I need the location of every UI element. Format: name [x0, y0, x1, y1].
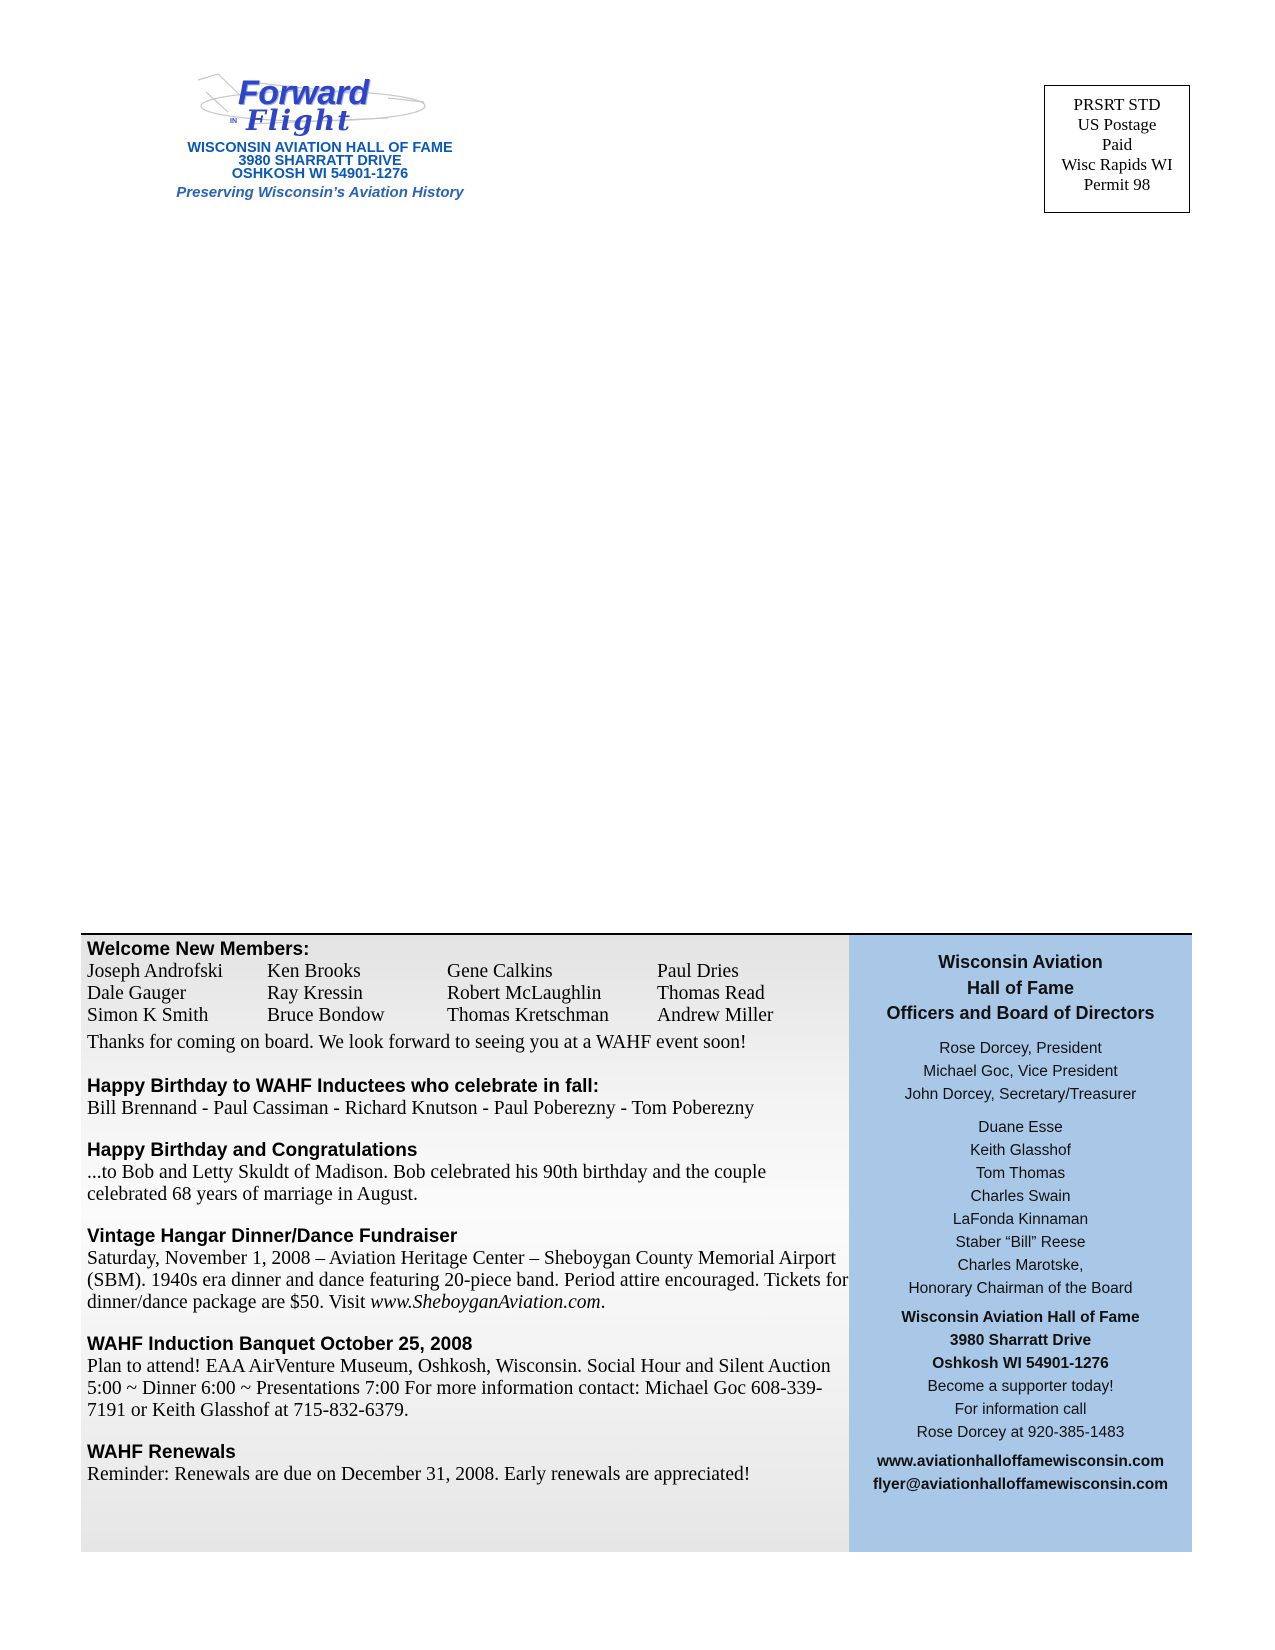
- member-name: Gene Calkins: [447, 961, 553, 982]
- support-line: Become a supporter today!: [927, 1377, 1114, 1395]
- address-line: Wisconsin Aviation Hall of Fame: [901, 1308, 1140, 1326]
- member-name: Andrew Miller: [657, 1005, 774, 1026]
- support-line: For information call: [954, 1400, 1087, 1418]
- punctuation: .: [600, 1292, 606, 1313]
- section-body: Plan to attend! EAA AirVenture Museum, Oshkosh, Wisconsin. Social Hour and Silent Auction 5:00 ~ Dinner 6:00 ~ Presentations 7:00 For more information contact: Michael Goc 608-339-7191 or Keith Glasshof at 715-832-6379.: [87, 1356, 831, 1421]
- board-title: Officers and Board of Directors: [886, 1003, 1155, 1023]
- member-name: Ray Kressin: [267, 983, 363, 1004]
- org-city: OSHKOSH WI 54901-1276: [231, 166, 409, 182]
- director: Charles Marotske,: [957, 1256, 1084, 1274]
- officer: Michael Goc, Vice President: [923, 1062, 1118, 1080]
- director: Keith Glasshof: [970, 1141, 1071, 1159]
- board-sidebar: [849, 935, 1192, 1552]
- section-body: Reminder: Renewals are due on December 31, 2008. Early renewals are appreciated!: [87, 1464, 751, 1485]
- fundraiser-section: [87, 1226, 849, 1314]
- member-name: Dale Gauger: [87, 983, 187, 1004]
- member-name: Bruce Bondow: [267, 1005, 385, 1026]
- welcome-heading: Welcome New Members:: [87, 939, 310, 960]
- section-body: ...to Bob and Letty Skuldt of Madison. Bob celebrated his 90th birthday and the couple celebrated 68 years of marriage in August.: [87, 1162, 767, 1205]
- member-name: Robert McLaughlin: [447, 983, 602, 1004]
- section-heading: Happy Birthday to WAHF Inductees who celebrate in fall:: [87, 1076, 600, 1097]
- officer: Rose Dorcey, President: [939, 1039, 1102, 1057]
- email-link[interactable]: flyer@aviationhalloffamewisconsin.com: [872, 1475, 1169, 1493]
- congratulations-section: [87, 1140, 849, 1206]
- director: Duane Esse: [978, 1118, 1063, 1136]
- board-title: Hall of Fame: [966, 977, 1075, 998]
- member-name: Thomas Kretschman: [447, 1005, 609, 1026]
- section-heading: WAHF Induction Banquet October 25, 2008: [87, 1334, 473, 1355]
- member-name: Paul Dries: [657, 961, 739, 982]
- director: Staber “Bill” Reese: [955, 1233, 1086, 1251]
- org-address: [150, 142, 490, 181]
- renewals-section: [87, 1442, 849, 1486]
- tagline: Preserving Wisconsin’s Aviation History: [176, 184, 464, 201]
- logo-word-forward: Forward: [238, 74, 369, 112]
- member-name: Simon K Smith: [87, 1005, 209, 1026]
- officer: John Dorcey, Secretary/Treasurer: [904, 1085, 1137, 1103]
- section-heading: WAHF Renewals: [87, 1442, 236, 1463]
- logo-word-flight: Flight: [246, 104, 353, 137]
- board-title: Wisconsin Aviation: [938, 952, 1103, 972]
- section-body: [87, 1248, 849, 1314]
- welcome-thanks: Thanks for coming on board. We look forward to seeing you at a WAHF event soon!: [87, 1032, 747, 1053]
- director: Tom Thomas: [975, 1164, 1066, 1182]
- fundraiser-text: Saturday, November 1, 2008 – Aviation Heritage Center – Sheboygan County Memorial Airport (SBM). 1940s era dinner and dance featuring 20-piece band. Period attire encouraged. Tickets for dinner/dance package are $50. Visit: [87, 1248, 849, 1313]
- postage-line: Permit 98: [1083, 175, 1151, 194]
- address-line: Oshkosh WI 54901-1276: [932, 1354, 1109, 1372]
- sheboygan-aviation-link[interactable]: www.SheboyganAviation.com: [370, 1292, 601, 1313]
- org-street: 3980 SHARRATT DRIVE: [238, 153, 402, 169]
- section-body: Bill Brennand - Paul Cassiman - Richard Knutson - Paul Poberezny - Tom Poberezny: [87, 1098, 755, 1119]
- banquet-section: [87, 1334, 849, 1422]
- newsletter-panel: [81, 933, 1192, 1552]
- masthead: [150, 72, 490, 201]
- postage-line: Paid: [1101, 135, 1133, 154]
- website-link[interactable]: www.aviationhalloffamewisconsin.com: [876, 1452, 1165, 1470]
- member-name: Thomas Read: [657, 983, 765, 1004]
- new-members-grid: [87, 961, 849, 1027]
- postage-line: US Postage: [1077, 115, 1157, 134]
- logo-word-in: IN: [230, 118, 237, 125]
- section-heading: Vintage Hangar Dinner/Dance Fundraiser: [87, 1226, 458, 1247]
- postage-line: PRSRT STD: [1073, 95, 1161, 114]
- postage-indicia: [1044, 85, 1190, 213]
- news-column: [81, 935, 849, 1552]
- forward-in-flight-logo: [188, 72, 428, 140]
- address-line: 3980 Sharratt Drive: [949, 1331, 1092, 1349]
- postage-line: Wisc Rapids WI: [1061, 155, 1173, 174]
- director: LaFonda Kinnaman: [952, 1210, 1089, 1228]
- inductee-birthdays-section: [87, 1076, 849, 1120]
- support-line: Rose Dorcey at 920-385-1483: [916, 1423, 1125, 1441]
- director: Honorary Chairman of the Board: [908, 1279, 1133, 1297]
- member-name: Joseph Androfski: [87, 961, 223, 982]
- org-name: WISCONSIN AVIATION HALL OF FAME: [187, 140, 453, 156]
- member-name: Ken Brooks: [267, 961, 361, 982]
- section-heading: Happy Birthday and Congratulations: [87, 1140, 418, 1161]
- director: Charles Swain: [970, 1187, 1071, 1205]
